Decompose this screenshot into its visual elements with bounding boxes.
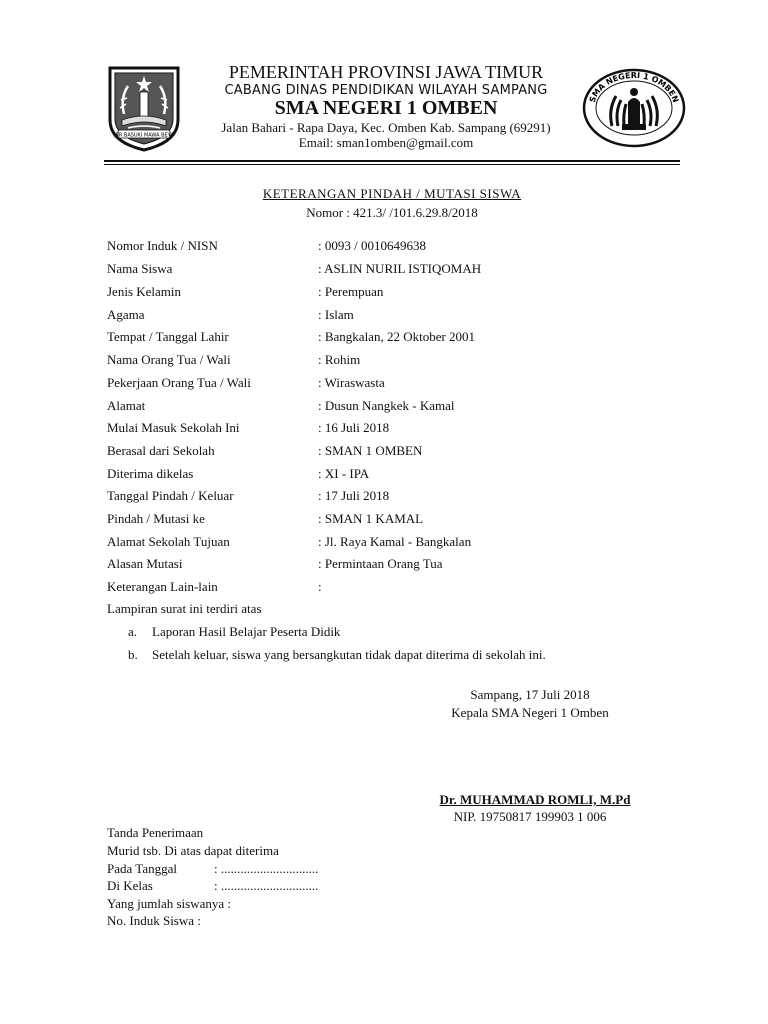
field-value: : SMAN 1 OMBEN [318, 443, 423, 458]
field-value: : Rohim [318, 352, 361, 367]
field-label: Diterima dikelas [107, 466, 194, 481]
receipt-student-id: No. Induk Siswa : [107, 913, 201, 928]
field-label: Alamat [107, 398, 146, 413]
receipt-student-count: Yang jumlah siswanya : [107, 896, 231, 911]
field-value: : Jl. Raya Kamal - Bangkalan [318, 534, 472, 549]
field-label: Pekerjaan Orang Tua / Wali [107, 375, 251, 390]
field-label: Tanggal Pindah / Keluar [107, 488, 234, 503]
emblem-ribbon-text: JER BASUKI MAWA BEYA [114, 132, 174, 139]
field-label: Nama Orang Tua / Wali [107, 352, 231, 367]
field-label: Alamat Sekolah Tujuan [107, 534, 230, 549]
field-value: : 17 Juli 2018 [318, 488, 390, 503]
receipt-class-row [107, 878, 367, 894]
receipt-date-label: Pada Tanggal [107, 861, 177, 876]
field-value: : SMAN 1 KAMAL [318, 511, 424, 526]
receipt-date-row [107, 861, 367, 877]
field-label: Pindah / Mutasi ke [107, 511, 205, 526]
signature-place-date: Sampang, 17 Juli 2018 [470, 687, 590, 702]
receipt-class-field: : .............................. [214, 878, 319, 893]
header-government: PEMERINTAH PROVINSI JAWA TIMUR [228, 62, 544, 82]
receipt-title: Tanda Penerimaan [107, 825, 204, 840]
receipt-date-field: : .............................. [214, 861, 319, 876]
receipt-class-label: Di Kelas [107, 878, 153, 893]
field-value: : Permintaan Orang Tua [318, 556, 443, 571]
field-value: : Bangkalan, 22 Oktober 2001 [318, 329, 476, 344]
field-label: Keterangan Lain-lain [107, 579, 218, 594]
letterhead-divider-thin [104, 164, 680, 165]
field-label: Nomor Induk / NISN [107, 238, 218, 253]
field-value: : Dusun Nangkek - Kamal [318, 398, 455, 413]
field-value: : 16 Juli 2018 [318, 420, 390, 435]
attachment-marker: a. [128, 624, 138, 639]
header-email: Email: sman1omben@gmail.com [298, 135, 474, 150]
header-address: Jalan Bahari - Rapa Daya, Kec. Omben Kab. Sampang (69291) [221, 120, 551, 135]
field-label: Alasan Mutasi [107, 556, 183, 571]
header-school-name: SMA NEGERI 1 OMBEN [274, 97, 498, 119]
provincial-emblem-logo [106, 64, 182, 152]
field-value: : ASLIN NURIL ISTIQOMAH [318, 261, 482, 276]
school-emblem-logo [582, 68, 686, 148]
header-agency: CABANG DINAS PENDIDIKAN WILAYAH SAMPANG [224, 83, 548, 98]
attachment-intro: Lampiran surat ini terdiri atas [107, 601, 262, 616]
document-title: KETERANGAN PINDAH / MUTASI SISWA [262, 186, 522, 201]
attachment-item: Setelah keluar, siswa yang bersangkutan tidak dapat diterima di sekolah ini. [152, 647, 546, 662]
field-value: : Wiraswasta [318, 375, 385, 390]
signature-name: Dr. MUHAMMAD ROMLI, M.Pd [439, 792, 631, 807]
field-label: Mulai Masuk Sekolah Ini [107, 420, 240, 435]
field-label: Agama [107, 307, 145, 322]
attachment-item: Laporan Hasil Belajar Peserta Didik [152, 624, 341, 639]
field-value: : XI - IPA [318, 466, 370, 481]
attachment-marker: b. [128, 647, 138, 662]
signature-nip: NIP. 19750817 199903 1 006 [453, 809, 607, 824]
document-number: Nomor : 421.3/ /101.6.29.8/2018 [306, 205, 478, 220]
field-value: : 0093 / 0010649638 [318, 238, 426, 253]
field-value: : Perempuan [318, 284, 384, 299]
letterhead-divider-thick [104, 160, 680, 162]
field-label: Nama Siswa [107, 261, 173, 276]
signature-position: Kepala SMA Negeri 1 Omben [451, 705, 609, 720]
receipt-line: Murid tsb. Di atas dapat diterima [107, 843, 279, 858]
field-value: : Islam [318, 307, 354, 322]
field-value: : [318, 579, 322, 594]
field-label: Berasal dari Sekolah [107, 443, 215, 458]
field-label: Tempat / Tanggal Lahir [107, 329, 229, 344]
school-emblem-ring-text: SMA NEGERI 1 OMBEN [587, 70, 681, 104]
field-label: Jenis Kelamin [107, 284, 182, 299]
